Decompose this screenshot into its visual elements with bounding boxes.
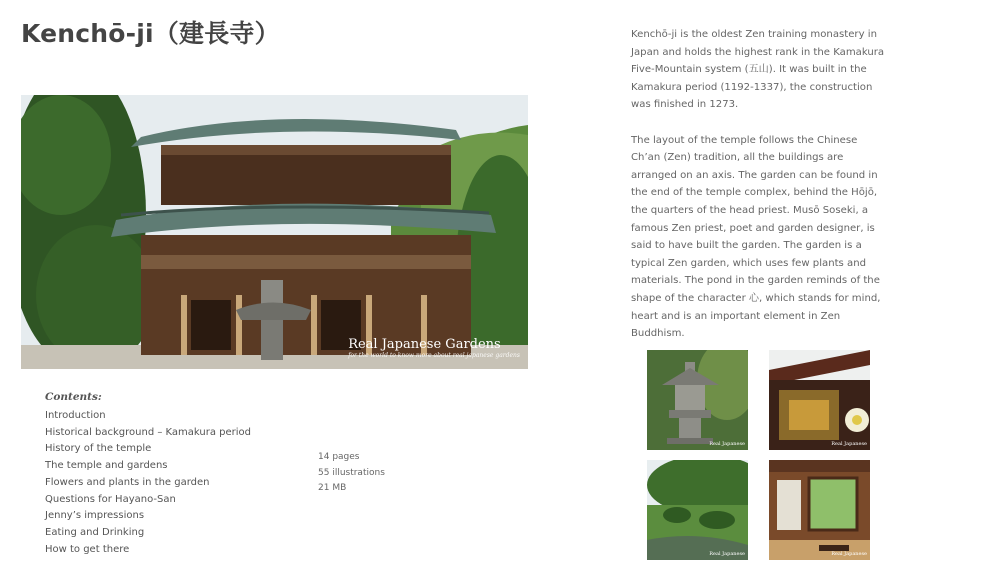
contents-list — [45, 391, 251, 558]
contents-item: Eating and Drinking — [45, 526, 145, 538]
contents-item: Jenny’s impressions — [45, 510, 145, 522]
watermark-tagline: for the world to know more about real japanese gardens — [348, 352, 520, 359]
thumbnail-temple-detail — [769, 350, 870, 450]
watermark-name: Real Japanese Gardens — [348, 337, 501, 352]
contents-item: Introduction — [45, 410, 106, 421]
description-paragraph-1: Kenchō-ji is the oldest Zen training monastery in Japan and holds the highest rank in the Kamakura Five-Mountain system (五山). It was built in the Kamakura period (1192-1337), the construction was finished in 1273. — [631, 29, 885, 111]
contents-item: Flowers and plants in the garden — [45, 476, 210, 488]
file-size: 21 MB — [318, 483, 347, 493]
thumbnail-stone-lantern — [647, 350, 748, 450]
thumbnail-watermark: Real Japanese — [831, 551, 867, 557]
thumbnail-garden-pond — [647, 460, 748, 560]
illustration-count: 55 illustrations — [318, 467, 385, 478]
photo-watermark — [348, 337, 520, 359]
thumbnail-interior-window — [769, 460, 870, 560]
thumbnail-watermark: Real Japanese — [709, 551, 745, 557]
description-paragraph-2: The layout of the temple follows the Chinese Ch’an (Zen) tradition, all the buildings are arranged on an axis. The garden can be found in the end of the temple complex, behind the Hōjō, the quarters of the head priest. Musō Soseki, a famous Zen priest, poet and garden designer, is said to have built the garden. The garden is a typical Zen garden, which uses few plants and materials. The pond in the garden reminds of the shape of the character 心, which stands for mind, heart and is an important element in Zen Buddhism. — [631, 134, 881, 340]
description-text — [631, 26, 889, 360]
main-temple-photo — [21, 95, 528, 369]
contents-heading: Contents: — [45, 391, 102, 403]
contents-item: History of the temple — [45, 443, 152, 455]
contents-item: How to get there — [45, 543, 130, 555]
contents-item: Questions for Hayano-San — [45, 493, 176, 505]
contents-item: Historical background – Kamakura period — [45, 426, 251, 438]
thumbnail-watermark: Real Japanese — [709, 441, 745, 447]
page-count: 14 pages — [318, 452, 360, 462]
thumbnail-watermark: Real Japanese — [831, 441, 867, 447]
document-stats — [318, 450, 385, 497]
contents-item: The temple and gardens — [45, 460, 168, 472]
page-title: Kenchō-ji（建長寺） — [21, 19, 280, 48]
